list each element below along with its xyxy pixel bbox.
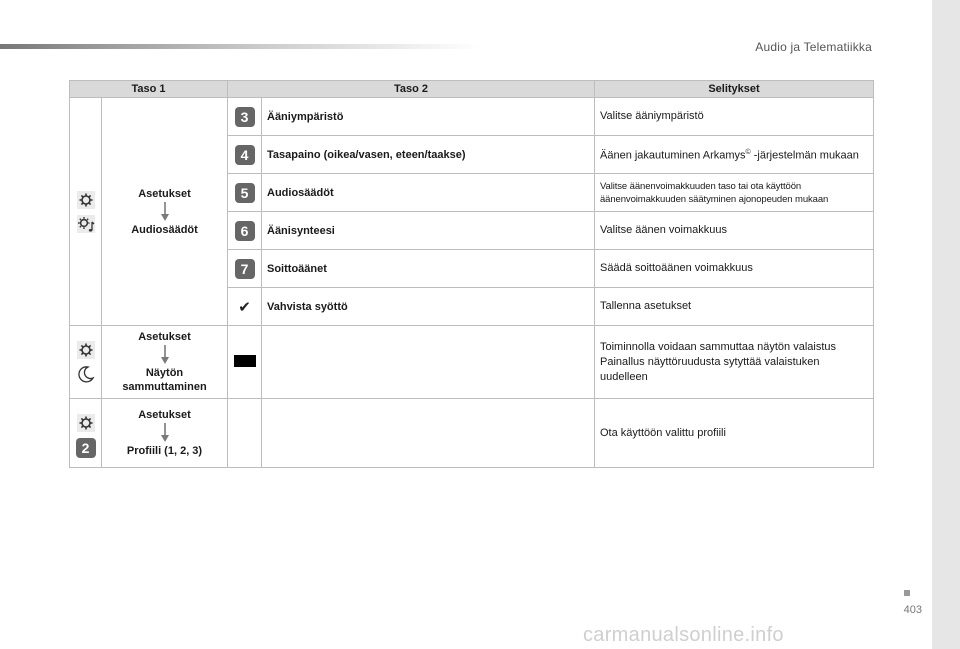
header-level2: Taso 2 <box>228 81 595 98</box>
header-gradient-bar <box>0 44 480 49</box>
badge-cell <box>228 212 262 250</box>
description-rest: -järjestelmän mukaan <box>750 149 859 162</box>
level2-label: Vahvista syöttö <box>262 288 595 326</box>
level2-label: Audiosäädöt <box>262 174 595 212</box>
gear-icon <box>77 191 95 209</box>
badge-cell <box>228 250 262 288</box>
description: Valitse äänenvoimakkuuden taso tai ota käyttöön äänenvoimakkuuden säätyminen ajonopeuden mukaan <box>595 174 874 212</box>
level1-display-off-label: Näytön sammuttaminen <box>122 367 207 393</box>
step-badge-6: 6 <box>235 221 255 241</box>
badge-cell <box>228 326 262 399</box>
description: Säädä soittoäänen voimakkuus <box>595 250 874 288</box>
badge-cell <box>228 98 262 136</box>
badge-cell <box>228 288 262 326</box>
level1-display-cell <box>102 326 228 399</box>
description <box>595 136 874 174</box>
level1-profile-label: Profiili (1, 2, 3) <box>126 445 203 457</box>
step-badge-5: 5 <box>235 183 255 203</box>
description-main: Äänen jakautuminen Arkamys <box>600 149 746 162</box>
level2-label: Äänisynteesi <box>262 212 595 250</box>
header-description: Selitykset <box>595 81 874 98</box>
level1-settings-label: Asetukset <box>138 187 191 200</box>
level1-audio-cell <box>102 98 228 326</box>
badge-cell-empty <box>228 399 262 468</box>
description: Valitse äänen voimakkuus <box>595 212 874 250</box>
table-row <box>70 399 874 468</box>
description: Valitse ääniympäristö <box>595 98 874 136</box>
chapter-title: Audio ja Telematiikka <box>755 40 872 54</box>
moon-icon <box>77 365 95 383</box>
step-badge-4: 4 <box>235 145 255 165</box>
arrow-down-icon <box>160 345 170 365</box>
page-marker <box>904 590 910 596</box>
level1-settings-label: Asetukset <box>138 331 191 343</box>
arrow-down-icon <box>160 423 170 443</box>
table-header-row <box>70 81 874 98</box>
level2-label: Tasapaino (oikea/vasen, eteen/taakse) <box>262 136 595 174</box>
badge-cell <box>228 136 262 174</box>
gear-music-note-icon <box>77 215 95 233</box>
gear-icon <box>77 341 95 359</box>
table-row <box>70 326 874 399</box>
check-icon: ✔ <box>238 298 251 316</box>
copyright-sign: © <box>745 149 751 157</box>
page-side-tab <box>932 0 960 649</box>
table-row <box>70 98 874 136</box>
step-badge-7: 7 <box>235 259 255 279</box>
badge-cell <box>228 174 262 212</box>
level1-audio-label: Audiosäädöt <box>131 223 198 236</box>
icon-cell-audio <box>70 98 102 326</box>
arrow-down-icon <box>160 202 170 222</box>
level2-empty <box>262 399 595 468</box>
level2-label: Soittoäänet <box>262 250 595 288</box>
icon-cell-profile <box>70 399 102 468</box>
level1-settings-label: Asetukset <box>138 409 191 421</box>
step-badge-2: 2 <box>76 438 96 458</box>
watermark: carmanualsonline.info <box>583 624 784 646</box>
level2-empty <box>262 326 595 399</box>
description: Tallenna asetukset <box>595 288 874 326</box>
icon-cell-display <box>70 326 102 399</box>
description: Toiminnolla voidaan sammuttaa näytön valaistus Painallus näyttöruudusta sytyttää valaistuken uudelleen <box>595 326 874 399</box>
screen-off-icon <box>234 355 256 367</box>
settings-menu-table <box>69 80 874 468</box>
gear-icon <box>77 414 95 432</box>
level1-profile-cell <box>102 399 228 468</box>
description: Ota käyttöön valittu profiili <box>595 399 874 468</box>
step-badge-3: 3 <box>235 107 255 127</box>
page-number: 403 <box>903 604 922 616</box>
level2-label: Ääniympäristö <box>262 98 595 136</box>
header-level1: Taso 1 <box>70 81 228 98</box>
